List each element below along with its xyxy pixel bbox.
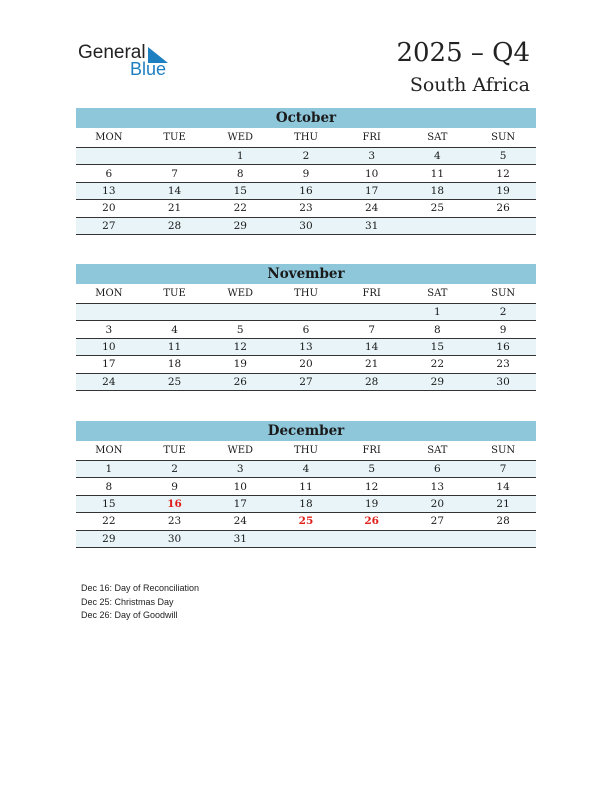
day-cell: 12 <box>339 478 405 495</box>
day-cell: 29 <box>207 217 273 234</box>
day-cell: 26 <box>207 373 273 390</box>
weekday-header: WED <box>207 128 273 148</box>
holiday-note: Dec 16: Day of Reconciliation <box>81 583 200 593</box>
day-cell <box>273 530 339 547</box>
holiday-day-cell: 16 <box>142 495 208 512</box>
weekday-header: MON <box>76 441 142 461</box>
day-cell: 21 <box>142 200 208 217</box>
day-cell: 15 <box>405 338 471 355</box>
day-cell: 22 <box>405 356 471 373</box>
day-cell: 30 <box>273 217 339 234</box>
day-cell: 4 <box>405 148 471 165</box>
weekday-header: TUE <box>142 284 208 304</box>
weekday-header: THU <box>273 441 339 461</box>
week-row <box>76 461 536 478</box>
day-cell <box>470 530 536 547</box>
week-row <box>76 530 536 547</box>
month-grid <box>76 128 536 235</box>
week-row <box>76 356 536 373</box>
weekday-header: SAT <box>405 284 471 304</box>
weekday-header: SUN <box>470 441 536 461</box>
day-cell: 29 <box>76 530 142 547</box>
weekday-header: FRI <box>339 441 405 461</box>
weekday-header: THU <box>273 284 339 304</box>
page-title: 2025 – Q4 <box>396 38 530 68</box>
day-cell: 3 <box>76 321 142 338</box>
day-cell: 20 <box>273 356 339 373</box>
day-cell: 22 <box>207 200 273 217</box>
week-row <box>76 513 536 530</box>
week-row <box>76 478 536 495</box>
day-cell: 5 <box>470 148 536 165</box>
week-row <box>76 304 536 321</box>
day-cell: 4 <box>142 321 208 338</box>
day-cell: 10 <box>339 165 405 182</box>
month-name: November <box>76 264 536 284</box>
day-cell <box>339 304 405 321</box>
day-cell: 7 <box>470 461 536 478</box>
day-cell: 28 <box>339 373 405 390</box>
month-grid <box>76 284 536 391</box>
day-cell: 12 <box>470 165 536 182</box>
day-cell: 17 <box>76 356 142 373</box>
country-subtitle: South Africa <box>409 74 530 96</box>
day-cell: 16 <box>273 182 339 199</box>
week-row <box>76 165 536 182</box>
day-cell: 8 <box>76 478 142 495</box>
day-cell: 27 <box>405 513 471 530</box>
day-cell: 26 <box>470 200 536 217</box>
day-cell: 4 <box>273 461 339 478</box>
day-cell: 19 <box>470 182 536 199</box>
weekday-header: FRI <box>339 128 405 148</box>
weekday-header: TUE <box>142 128 208 148</box>
day-cell: 15 <box>207 182 273 199</box>
weekday-header: SUN <box>470 128 536 148</box>
day-cell: 14 <box>142 182 208 199</box>
day-cell: 21 <box>339 356 405 373</box>
day-cell: 31 <box>339 217 405 234</box>
week-row <box>76 182 536 199</box>
day-cell: 1 <box>405 304 471 321</box>
day-cell: 21 <box>470 495 536 512</box>
day-cell: 6 <box>76 165 142 182</box>
day-cell <box>207 304 273 321</box>
day-cell: 20 <box>76 200 142 217</box>
day-cell: 23 <box>470 356 536 373</box>
day-cell: 30 <box>142 530 208 547</box>
logo-word-general: General <box>78 42 146 63</box>
day-cell: 6 <box>405 461 471 478</box>
day-cell: 5 <box>207 321 273 338</box>
weekday-header: THU <box>273 128 339 148</box>
month-name: October <box>76 108 536 128</box>
day-cell: 24 <box>339 200 405 217</box>
day-cell: 9 <box>273 165 339 182</box>
day-cell: 23 <box>273 200 339 217</box>
day-cell: 14 <box>470 478 536 495</box>
day-cell: 27 <box>273 373 339 390</box>
day-cell <box>405 530 471 547</box>
day-cell: 13 <box>273 338 339 355</box>
day-cell: 17 <box>339 182 405 199</box>
day-cell: 25 <box>142 373 208 390</box>
day-cell <box>405 217 471 234</box>
month-calendar <box>76 264 536 391</box>
weekday-header: SAT <box>405 441 471 461</box>
day-cell: 28 <box>142 217 208 234</box>
day-cell: 18 <box>405 182 471 199</box>
day-cell: 16 <box>470 338 536 355</box>
day-cell: 18 <box>142 356 208 373</box>
holiday-day-cell: 25 <box>273 513 339 530</box>
day-cell: 18 <box>273 495 339 512</box>
weekday-header: MON <box>76 284 142 304</box>
week-row <box>76 321 536 338</box>
day-cell: 6 <box>273 321 339 338</box>
day-cell: 27 <box>76 217 142 234</box>
day-cell: 9 <box>470 321 536 338</box>
day-cell <box>76 148 142 165</box>
day-cell: 15 <box>76 495 142 512</box>
day-cell: 11 <box>273 478 339 495</box>
day-cell: 25 <box>405 200 471 217</box>
day-cell: 11 <box>142 338 208 355</box>
weekday-header: SUN <box>470 284 536 304</box>
day-cell: 7 <box>339 321 405 338</box>
day-cell: 13 <box>405 478 471 495</box>
day-cell: 2 <box>470 304 536 321</box>
day-cell: 17 <box>207 495 273 512</box>
day-cell: 9 <box>142 478 208 495</box>
holiday-note: Dec 26: Day of Goodwill <box>81 610 178 620</box>
holiday-notes <box>81 582 199 623</box>
weekday-header: FRI <box>339 284 405 304</box>
day-cell: 23 <box>142 513 208 530</box>
day-cell: 12 <box>207 338 273 355</box>
day-cell: 1 <box>76 461 142 478</box>
day-cell: 10 <box>76 338 142 355</box>
day-cell <box>470 217 536 234</box>
week-row <box>76 200 536 217</box>
day-cell: 11 <box>405 165 471 182</box>
day-cell <box>273 304 339 321</box>
day-cell: 13 <box>76 182 142 199</box>
day-cell: 7 <box>142 165 208 182</box>
day-cell: 3 <box>339 148 405 165</box>
day-cell: 22 <box>76 513 142 530</box>
weekday-header: SAT <box>405 128 471 148</box>
holiday-note: Dec 25: Christmas Day <box>81 596 174 607</box>
week-row <box>76 495 536 512</box>
day-cell: 30 <box>470 373 536 390</box>
month-name: December <box>76 421 536 441</box>
day-cell: 19 <box>339 495 405 512</box>
day-cell: 5 <box>339 461 405 478</box>
generalblue-logo <box>78 42 188 82</box>
week-row <box>76 338 536 355</box>
day-cell: 8 <box>405 321 471 338</box>
day-cell <box>142 148 208 165</box>
day-cell: 28 <box>470 513 536 530</box>
day-cell <box>142 304 208 321</box>
day-cell: 19 <box>207 356 273 373</box>
day-cell: 8 <box>207 165 273 182</box>
day-cell: 1 <box>207 148 273 165</box>
day-cell: 2 <box>142 461 208 478</box>
weekday-header: WED <box>207 284 273 304</box>
day-cell: 10 <box>207 478 273 495</box>
day-cell: 29 <box>405 373 471 390</box>
day-cell: 20 <box>405 495 471 512</box>
day-cell: 3 <box>207 461 273 478</box>
month-calendar <box>76 108 536 235</box>
week-row <box>76 148 536 165</box>
weekday-header: MON <box>76 128 142 148</box>
week-row <box>76 217 536 234</box>
day-cell: 2 <box>273 148 339 165</box>
day-cell <box>339 530 405 547</box>
logo-word-blue: Blue <box>130 59 167 79</box>
day-cell: 14 <box>339 338 405 355</box>
day-cell: 31 <box>207 530 273 547</box>
day-cell: 24 <box>76 373 142 390</box>
weekday-header: TUE <box>142 441 208 461</box>
day-cell: 24 <box>207 513 273 530</box>
week-row <box>76 373 536 390</box>
month-grid <box>76 441 536 548</box>
holiday-day-cell: 26 <box>339 513 405 530</box>
weekday-header: WED <box>207 441 273 461</box>
day-cell <box>76 304 142 321</box>
month-calendar <box>76 421 536 548</box>
